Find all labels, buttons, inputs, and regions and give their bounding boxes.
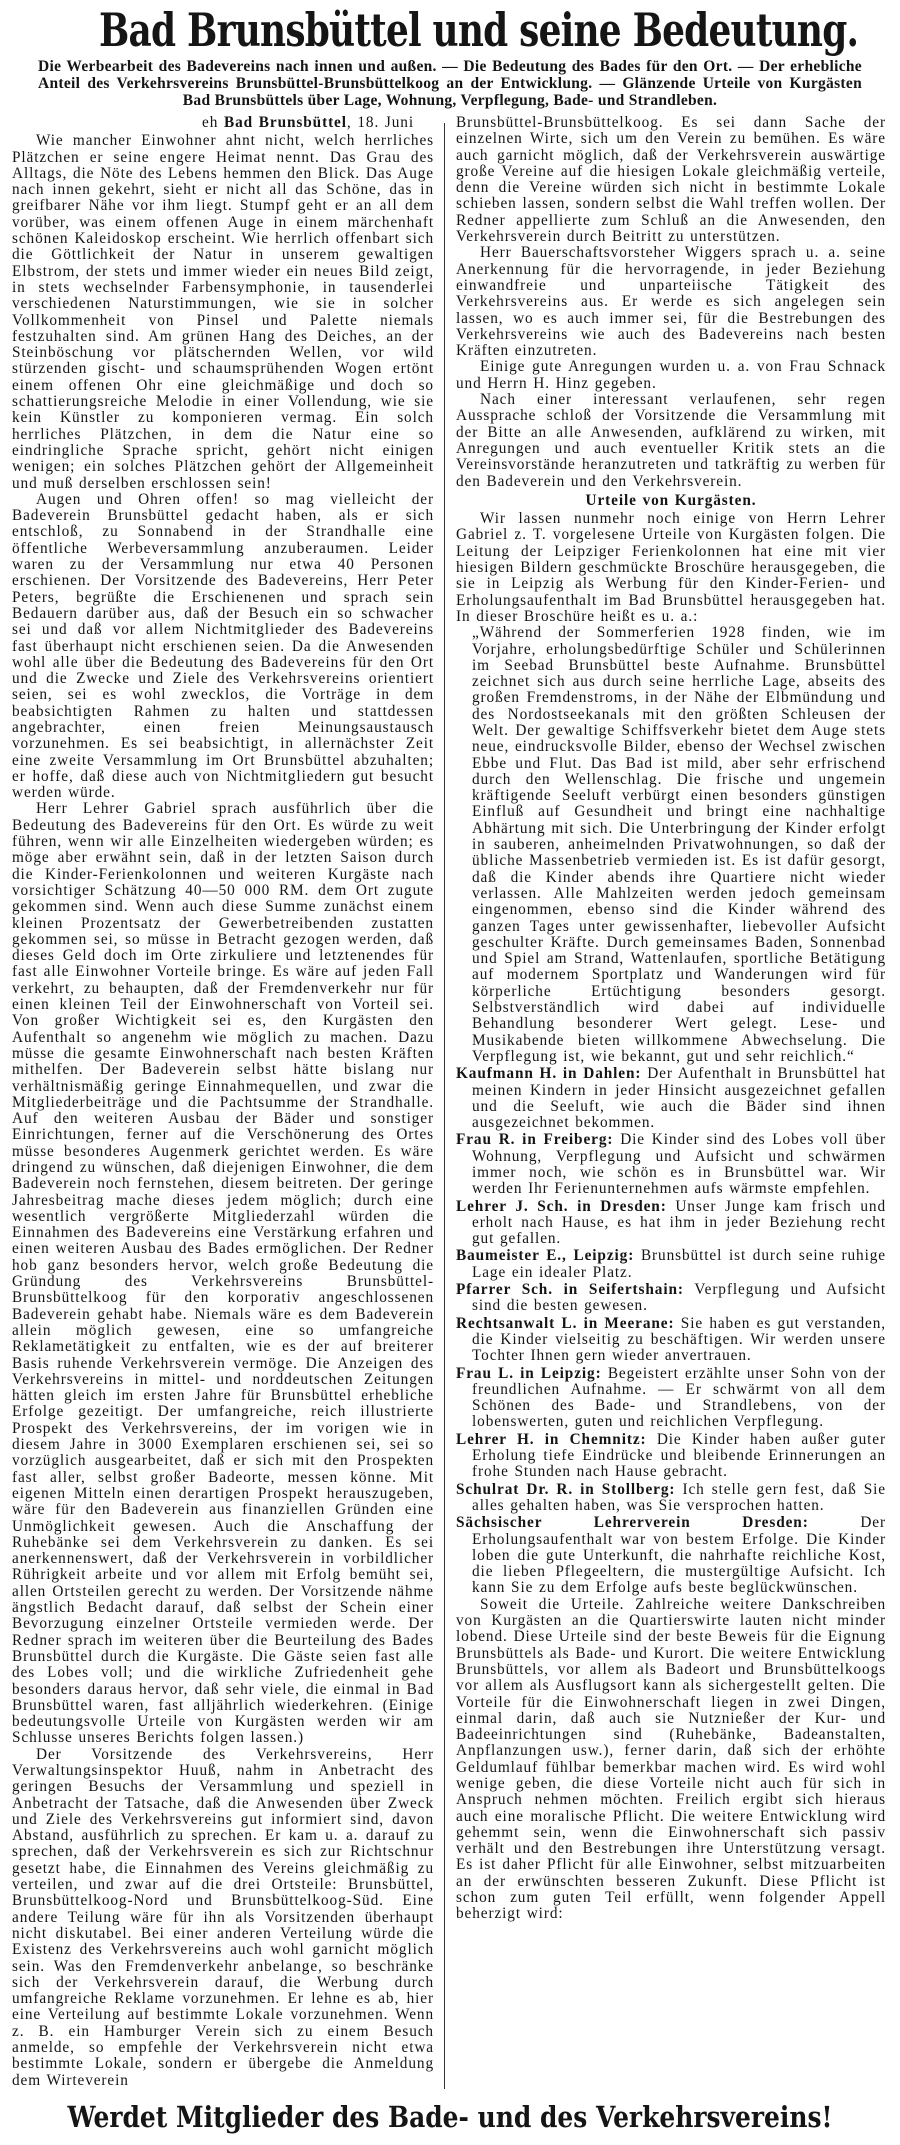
paragraph: Brunsbüttel-Brunsbüttelkoog. Es sei dann Sache der einzelnen Wirte, sich um den Verein zu bemühen. Es wäre auch garnicht möglich, daß der Verkehrsverein auswärtige große Vereine auf die hiesigen Lokale gleichmäßig verteile, denn die Vereine würden sich nicht in bestimmte Lokale schieben lassen, sondern selbst die Wahl treffen wollen. Der Redner appellierte zum Schluß an die Anwesenden, den Verkehrsverein durch Beitritt zu unterstützen. [456,114,886,246]
article-headline: Bad Brunsbüttel und seine Bedeutung. [99,3,859,57]
article-subheadline: Die Werbearbeit des Badevereins nach innen und außen. — Die Bedeutung des Bades für den Ort. — Der erhebliche Anteil des Verkehrsvereins Brunsbüttel-Brunsbüttelkoog an der Entwicklung. — Glänzende Urteile von Kurgästen Bad Brunsbüttels über Lage, Wohnung, Verpflegung, Bade- und Strandleben. [38,58,862,109]
testimonial-list [456,1066,886,1597]
dateline-place: Bad Brunsbüttel [224,114,347,131]
testimonial-author: Frau R. in Freiberg: [456,1131,614,1149]
testimonial-author: Sächsischer Lehrerverein Dresden: [456,1514,809,1532]
testimonial-author: Baumeister E., Leipzig: [456,1247,635,1265]
paragraph: Nach einer interessant verlaufenen, sehr regen Aussprache schloß der Vorsitzende die Versammlung mit der Bitte an alle Anwesenden, aufklärend zu wirken, mit Anregungen und auch eventueller Kritik stets an die Vereinsvorstände heranzutreten und tatkräftig zu werben für den Badeverein und den Verkehrsverein. [456,391,886,490]
testimonial [456,1482,886,1515]
paragraph: Herr Lehrer Gabriel sprach ausführlich über die Bedeutung des Badevereins für den Ort. Es würde zu weit führen, wenn wir alle Einzelheiten wiedergeben würden; es möge aber erwähnt sein, daß in der letzten Saison durch die Kinder-Ferienkolonnen und weiteren Kurgäste nach vorsichtiger Schätzung 40—50 000 RM. dem Ort zugute gekommen sind. Wenn auch diese Summe zunächst einem kleinen Prozentsatz der Gewerbetreibenden zustatten gekommen sei, so müsse in Betracht gezogen werden, daß dieses Geld doch im Orte zirkuliere und letztenendes für fast alle Einwohner Vorteile bringe. Es wäre auf jeden Fall verkehrt, zu behaupten, daß der Fremdenverkehr nur für einen kleinen Teil der Einwohnerschaft von Vorteil sei. Von großer Wichtigkeit sei es, den Kurgästen den Aufenthalt so angenehm wie möglich zu machen. Dazu müsse die gesamte Einwohnerschaft nach besten Kräften mithelfen. Der Badeverein selbst hätte bislang nur verhältnismäßig geringe Einnahmequellen, und zwar die Mitgliederbeiträge und die Pachtsumme der Strandhalle. Auf den weiteren Ausbau der Bäder und sonstiger Einrichtungen, ferner auf die Verschönerung des Ortes müsse besonderes Augenmerk gerichtet werden. Es wäre dringend zu wünschen, daß diejenigen Einwohner, die dem Badeverein noch fernstehen, diesem beitreten. Der geringe Jahresbeitrag mache dieses jedem möglich; durch eine wesentlich vergrößerte Mitgliederzahl würden die Einnahmen des Badevereins eine Verstärkung erfahren und einen weiteren Ausbau des Bades ermöglichen. Der Redner hob ganz besonders hervor, welch große Bedeutung die Gründung des Verkehrsvereins Brunsbüttel-Brunsbüttelkoog für den korporativ angeschlossenen Badeverein gehabt habe. Niemals wäre es dem Badeverein allein möglich gewesen, eine so umfangreiche Reklametätigkeit zu entfalten, wie es der auf breiterer Basis ruhende Verkehrsverein vermöge. Die Anzeigen des Verkehrsvereins in mittel- und norddeutschen Zeitungen hätten gleich im ersten Jahre für Brunsbüttel erhebliche Erfolge gezeitigt. Der umfangreiche, reich illustrierte Prospekt des Verkehrsvereins, der im vorigen wie in diesem Jahre in 3000 Exemplaren erschienen sei, sei so vorzüglich ausgearbeitet, daß er sich mit den Prospekten fast aller, selbst großer Badeorte, messen könne. Mit eigenen Mitteln einen derartigen Prospekt herauszugeben, wäre für den Badeverein aus finanziellen Gründen eine Unmöglichkeit gewesen. Auch die Anschaffung der Ruhebänke sei dem Verkehrsverein zu danken. Es sei anerkennenswert, daß der Verkehrsverein in vorbildlicher Rührigkeit arbeite und vor allem mit Erfolg bemüht sei, allen Ortsteilen gerecht zu werden. Der Vorsitzende nähme ängstlich Bedacht darauf, daß selbst der Schein einer Bevorzugung einzelner Ortsteile vermieden werde. Der Redner sprach im weiteren über die Beurteilung des Bades Brunsbüttel durch die Kurgäste. Die Gäste seien fast alle des Lobes voll; und die wirkliche Zufriedenheit gehe besonders daraus hervor, daß sehr viele, die einmal in Bad Brunsbüttel waren, fast alljährlich wiederkehren. (Einige bedeutungsvolle Urteile von Kurgästen werden wir am Schlusse unseres Berichts folgen lassen.) [12,800,434,1747]
brochure-quote: „Während der Sommerferien 1928 finden, wie im Vorjahre, erholungsbedürftige Schüler und Schülerinnen im Seebad Brunsbüttel beste Aufnahme. Brunsbüttel zeichnet sich aus durch seine herrliche Lage, abseits des großen Fremdenstroms, in der Nähe der Elbmündung und des Nordostseekanals mit den größten Schleusen der Welt. Der gewaltige Schiffsverkehr bietet dem Auge stets neue, eindrucksvolle Bilder, ebenso der Wechsel zwischen Ebbe und Flut. Das Bad ist mild, aber sehr erfrischend durch den Wellenschlag. Die frische und ungemein kräftigende Seeluft verbürgt einen besonders günstigen Einfluß auf Gesundheit und bringt eine nachhaltige Abhärtung mit sich. Die Unterbringung der Kinder erfolgt in sauberen, anheimelnden Privatwohnungen, so daß der übliche Massenbetrieb vermieden ist. Es ist dafür gesorgt, daß die Kinder abends ihre Quartiere nicht wieder verlassen. Alle Mahlzeiten werden jedoch gemeinsam eingenommen, ebenso sind die Kinder während des ganzen Tages unter gewissenhafter, liebevoller Aufsicht geschulter Kräfte. Durch gemeinsames Baden, Sonnenbad und Spiel am Strand, Wattenlaufen, sportliche Betätigung auf modernem Sportplatz und Wanderungen wird für körperliche Ertüchtigung besonders gesorgt. Selbstverständlich wird dabei auf individuelle Behandlung besonderer Wert gelegt. Lese- und Musikabende bieten willkommene Abwechselung. Die Verpflegung ist, wie bekannt, gut und sehr reichlich.“ [472,624,886,1065]
testimonial-text: Begeistert erzählte unser Sohn von der freundlichen Aufnahme. — Er schwärmt von all dem Schönen des Bade- und Strandlebens, von der lobenswerten, guten und reichlichen Verpflegung. [472,1364,886,1431]
testimonial-author: Schulrat Dr. R. in Stollberg: [456,1480,676,1498]
section-intro: Wir lassen nunmehr noch einige von Herrn Lehrer Gabriel z. T. vorgelesene Urteile von Kurgästen folgen. Die Leitung der Leipziger Ferienkolonnen hat eine mit vier hiesigen Bildern geschmückte Broschüre herausgegeben, die sie in Leipzig als Werbung für den Kinder-Ferien- und Erholungsaufenthalt im Bad Brunsbüttel herausgegeben hat. In dieser Broschüre heißt es u. a.: [456,510,886,625]
testimonial [456,1199,886,1248]
article-columns [0,115,900,2089]
dateline-date: , 18. Juni [346,114,414,131]
left-column [12,115,444,2089]
testimonial-author: Pfarrer Sch. in Seifertshain: [456,1281,684,1299]
testimonial [456,1282,886,1315]
testimonial [456,1066,886,1131]
dateline [12,115,434,131]
column-divider [444,123,445,2089]
testimonial [456,1432,886,1481]
paragraph: Augen und Ohren offen! so mag vielleicht der Badeverein Brunsbüttel gedacht haben, als er sich entschloß, zu Sonnabend in der Strandhalle eine öffentliche Werbeversammlung anzuberaumen. Leider waren zu der Versammlung nur etwa 40 Personen erschienen. Der Vorsitzende des Badevereins, Herr Peter Peters, begrüßte die Erschienenen und sprach sein Bedauern darüber aus, daß der Besuch ein so schwacher sei und daß vor allem Nichtmitglieder des Badevereins fast überhaupt nicht erschienen seien. Da die Anwesenden wohl alle über die Bedeutung des Badevereins für den Ort und die Zwecke und Ziele des Verkehrsvereins orientiert seien, sei es wohl zwecklos, die Vorträge in dem beabsichtigten Rahmen zu halten und stattdessen angebrachter, einen freien Meinungsaustausch vorzunehmen. Es sei beabsichtigt, in allernächster Zeit eine zweite Versammlung im Ort Brunsbüttel abzuhalten; er hoffe, daß diese auch von Nichtmitgliedern gut besucht werden würde. [12,490,434,802]
paragraph: Wie mancher Einwohner ahnt nicht, welch herrliches Plätzchen er seine engere Heimat nennt. Das Grau des Alltags, die Nöte des Lebens hemmen den Blick. Das Auge nach innen gekehrt, sieht er nicht all das Schöne, das in greifbarer Nähe vor ihm liegt. Stumpf geht er an all dem vorüber, was einem offenen Auge in einem märchenhaft schönen Kaleidoskop erscheint. Wie herrlich offenbart sich die Göttlichkeit der Natur in unserem gewaltigen Elbstrom, der stets und immer wieder ein neues Bild zeigt, in stets wechselnder Farbensymphonie, in tausenderlei verschiedenen Naturstimmungen, wie sie in solcher Vollkommenheit von Pinsel und Palette niemals festzuhalten sind. Am grünen Hang des Deiches, an der Steinböschung vor plätschernden Wellen, vor wild stürzenden gischt- und schaumsprühenden Wogen ertönt einem offenen Ohr eine gleichmäßige und doch so schattierungsreiche Melodie in einer Vollendung, wie sie kein Künstler zu komponieren vermag. Ein solch herrliches Plätzchen, in dem die Natur eine so eindringliche Sprache spricht, gehört nicht einigen wenigen; ein solches Plätzchen gehört der Allgemeinheit und muß derselben erschlossen sein! [12,132,434,492]
testimonial-author: Rechtsanwalt L. in Meerane: [456,1314,675,1332]
testimonial-text: Die Kinder haben außer guter Erholung tiefe Eindrücke und bleibende Erinnerungen an frohe Stunden nach Hause gebracht. [472,1430,886,1481]
testimonial-author: Lehrer J. Sch. in Dresden: [456,1197,667,1215]
footer-slogan: Werdet Mitglieder des Bade- und des Verkehrsvereins! [67,2099,833,2134]
testimonial [456,1366,886,1431]
testimonial-author: Frau L. in Leipzig: [456,1364,602,1382]
paragraph: Herr Bauerschaftsvorsteher Wiggers sprach u. a. seine Anerkennung für die hervorragende, in jeder Beziehung einwandfreie und unparteiische Tätigkeit des Verkehrsvereins aus. Er werde es sich angelegen sein lassen, wo es auch immer sei, für die Bestrebungen des Verkehrsvereins wie auch des Badevereins nach besten Kräften einzutreten. [456,244,886,360]
testimonial-author: Lehrer H. in Chemnitz: [456,1430,647,1448]
paragraph: Einige gute Anregungen wurden u. a. von Frau Schnack und Herrn H. Hinz gegeben. [456,358,886,392]
testimonial [456,1316,886,1365]
testimonial-author: Kaufmann H. in Dahlen: [456,1065,642,1083]
paragraph: Der Vorsitzende des Verkehrsvereins, Herr Verwaltungsinspektor Huuß, nahm in Anbetracht des geringen Besuchs der Versammlung und speziell in Anbetracht der Tatsache, daß die Anwesenden über Zweck und Ziele des Verkehrsvereins gut informiert sind, davon Abstand, ausführlich zu sprechen. Er kam u. a. darauf zu sprechen, daß der Verkehrsverein es sich zur Richtschnur gesetzt habe, die Einnahmen des Vereins gleichmäßig zu verteilen, und zwar auf die drei Ortsteile: Brunsbüttel, Brunsbüttelkoog-Nord und Brunsbüttelkoog-Süd. Eine andere Teilung wäre für ihn als Vorsitzenden überhaupt nicht diskutabel. Bei einer anderen Verteilung würde die Existenz des Verkehrsvereins auch wohl garnicht möglich sein. Was den Fremdenverkehr anbelange, so beschränke sich der Verkehrsverein darauf, die Werbung durch umfangreiche Reklame vorzunehmen. Er lehne es ab, hier eine Verteilung auf bestimmte Lokale vorzunehmen. Wenn z. B. ein Hamburger Verein sich zu einem Besuch anmelde, so empfehle der Verkehrsverein nicht etwa bestimmte Lokale, sondern er übergebe die Anmeldung dem Wirteverein [12,1745,434,2089]
testimonial-text: Die Kinder sind des Lobes voll über Wohnung, Verpflegung und Aufsicht und schwärmen immer noch, wie schön es in Brunsbüttel war. Wir werden Ihr Ferienunternehmen aufs wärmste empfehlen. [472,1131,886,1198]
testimonial-text: Sie haben es gut verstanden, die Kinder vielseitig zu beschäftigen. Wir werden unsere Tochter Ihnen gern wieder anvertrauen. [472,1314,886,1365]
testimonial [456,1515,886,1596]
testimonial-text: Verpflegung und Aufsicht sind die besten gewesen. [472,1281,887,1315]
testimonial-text: Unser Junge kam frisch und erholt nach Hause, es hat ihm in jeder Beziehung recht gut gefallen. [472,1197,886,1248]
right-column [456,115,886,2089]
section-heading: Urteile von Kurgästen. [585,491,757,509]
testimonial-text: Der Aufenthalt in Brunsbüttel hat meinen Kindern in jeder Hinsicht ausgezeichnet gefallen und die Seeluft, wie auch die Bäder sind ihnen ausgezeichnet bekommen. [472,1065,886,1132]
testimonial [456,1132,886,1197]
testimonial-text: Der Erholungsaufenthalt war von bestem Erfolge. Die Kinder loben die gute Unterkunft, die nahrhafte reichliche Kost, die lieben Pflegeeltern, die mustergültige Aufsicht. Ich kann Sie zu dem Erfolge aufs beste beglückwünschen. [472,1514,886,1597]
testimonial-text: Ich stelle gern fest, daß Sie alles gehalten haben, was Sie versprochen hatten. [472,1480,886,1514]
dateline-prefix: eh [202,114,219,131]
closing-paragraph: Soweit die Urteile. Zahlreiche weitere Dankschreiben von Kurgästen an die Quartierswirte lauten nicht minder lobend. Diese Urteile sind der beste Beweis für die Eignung Brunsbüttels als Bade- und Kurort. Die weitere Entwicklung Brunsbüttels, vor allem als Badeort und Brunsbüttelkoogs vor allem als Ausflugsort kann als sichergestellt gelten. Die Vorteile für die Einwohnerschaft liegen in zwei Dingen, einmal darin, daß auch sie Nutznießer der Kur- und Badeeinrichtungen sind (Ruhebänke, Badeanstalten, Anpflanzungen usw.), ferner darin, daß sich der erhöhte Geldumlauf fühlbar bemerkbar machen wird. Es wird wohl wenige geben, die diese Vorteile nicht auch für sich in Anspruch nehmen möchten. Freilich ergibt sich hieraus auch eine moralische Pflicht. Die weitere Entwicklung wird gehemmt sein, wenn die Einwohnerschaft sich passiv verhält und den Bestrebungen ihre Unterstützung versagt. Es ist daher Pflicht für alle Einwohner, selbst mitzuarbeiten an der erwünschten besseren Zukunft. Diese Pflicht ist schon zum guten Teil erfüllt, wenn folgender Appell beherzigt wird: [456,1595,886,1923]
testimonial-text: Brunsbüttel ist durch seine ruhige Lage ein idealer Platz. [472,1247,886,1281]
testimonial [456,1248,886,1281]
